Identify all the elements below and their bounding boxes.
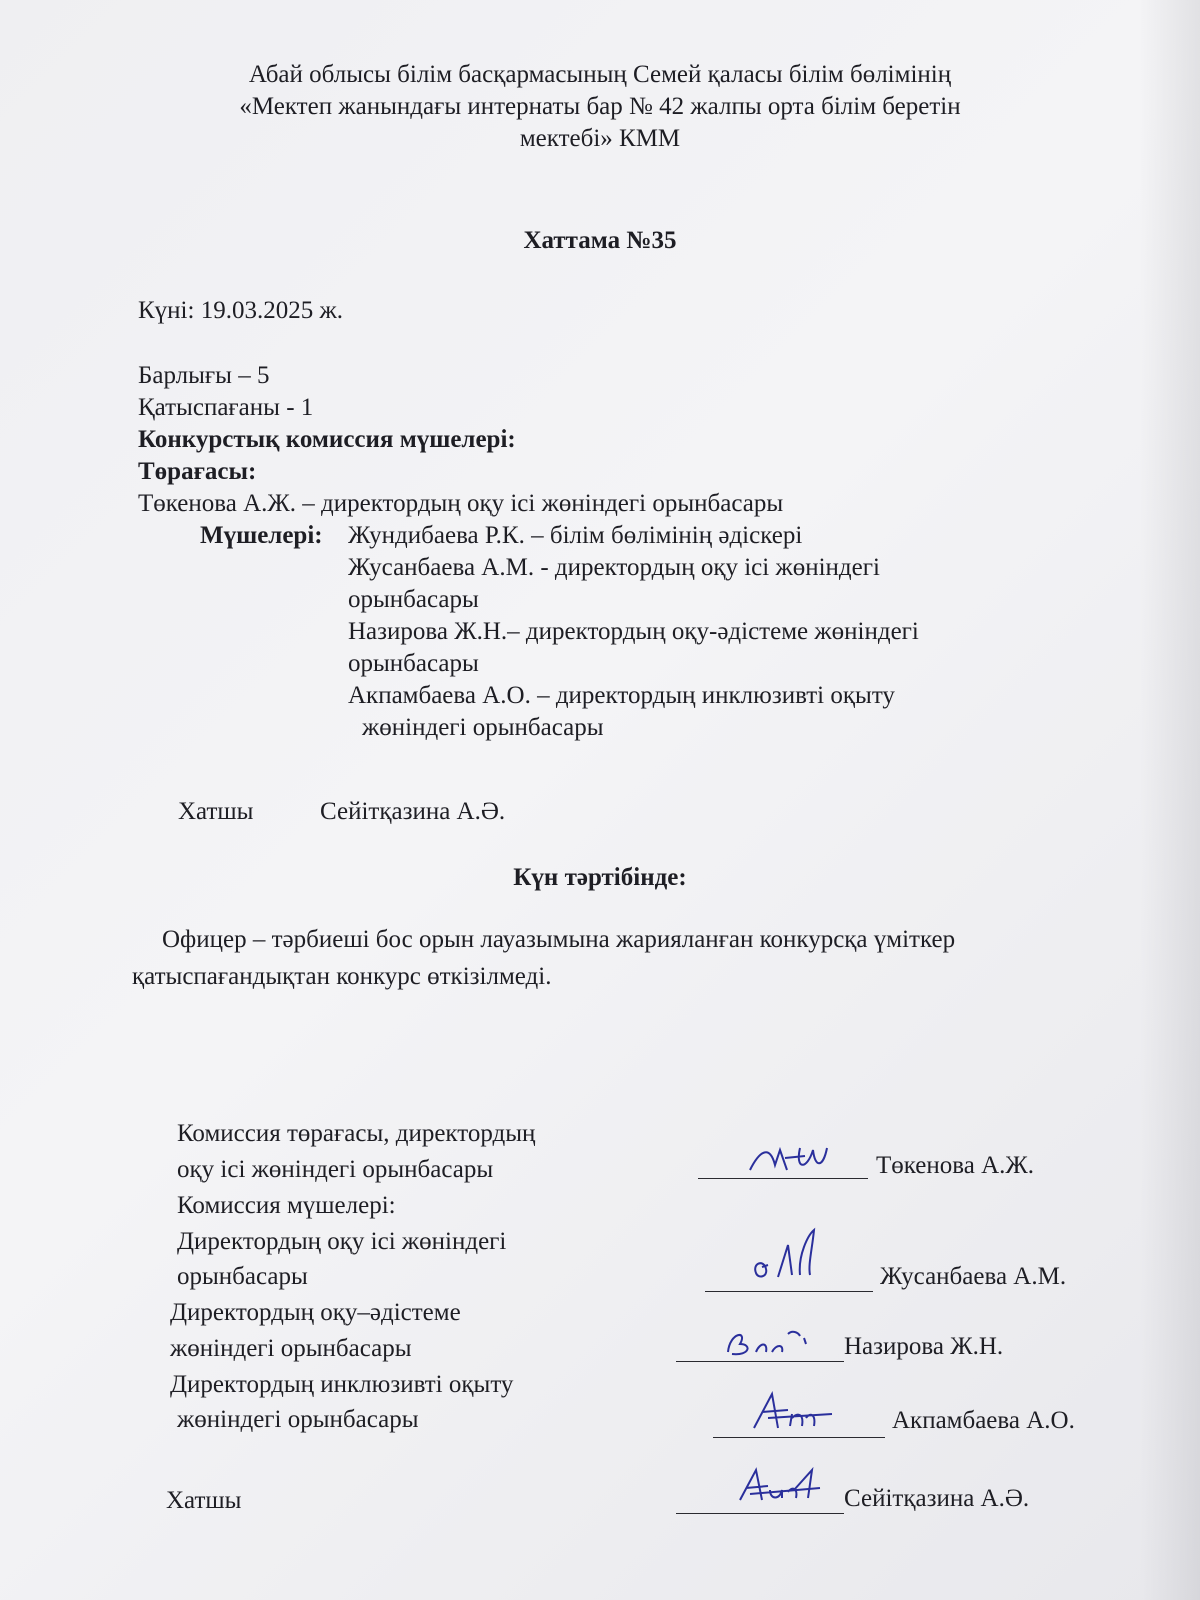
commission-heading: Конкурстық комиссия мүшелері: xyxy=(138,426,516,453)
signature-line xyxy=(676,1513,844,1514)
document-title: Хаттама №35 xyxy=(523,227,677,254)
agenda-text-line-2: қатыспағандықтан конкурс өткізілмеді. xyxy=(132,963,552,990)
signature-line xyxy=(705,1291,873,1292)
secretary-name: Сейітқазина А.Ә. xyxy=(320,798,506,825)
member-line: орынбасары xyxy=(348,586,479,613)
sig-secretary-role: Хатшы xyxy=(166,1487,242,1514)
member-line: Назирова Ж.Н.– директордың оқу-әдістеме жөніндегі xyxy=(348,618,919,645)
header-line-3: мектебі» КММ xyxy=(519,125,681,152)
sig-member-role: жөніндегі орынбасары xyxy=(177,1406,419,1433)
chair-heading: Төрағасы: xyxy=(138,458,257,485)
absent-count: Қатыспағаны - 1 xyxy=(138,394,314,421)
member-line: орынбасары xyxy=(348,650,479,677)
sig-member-role: Директордың оқу ісі жөніндегі xyxy=(177,1228,507,1255)
agenda-text-line-1: Офицер – тәрбиеші бос орын лауазымына жарияланған конкурсқа үміткер xyxy=(162,926,956,953)
sig-member-name: Назирова Ж.Н. xyxy=(844,1333,1004,1360)
sig-chair-role: оқу ісі жөніндегі орынбасары xyxy=(177,1156,494,1183)
sig-members-heading: Комиссия мүшелері: xyxy=(177,1192,396,1219)
member-line: Акпамбаева А.О. – директордың инклюзивті оқыту xyxy=(348,682,895,709)
members-label: Мүшелері: xyxy=(200,522,323,549)
member-line: Жундибаева Р.К. – білім бөлімінің әдіскері xyxy=(348,522,803,549)
sig-member-name: Жусанбаева А.М. xyxy=(880,1263,1067,1290)
sig-member-role: Директордың оқу–әдістеме xyxy=(170,1299,461,1326)
header-line-2: «Мектеп жанындағы интернаты бар № 42 жалпы орта білім беретін xyxy=(239,93,961,120)
sig-member-role: жөніндегі орынбасары xyxy=(170,1335,412,1362)
total-count: Барлығы – 5 xyxy=(138,362,270,389)
sig-member-role: орынбасары xyxy=(177,1263,308,1290)
sig-chair-role: Комиссия төрағасы, директордың xyxy=(177,1120,536,1147)
agenda-heading: Күн тәртібінде: xyxy=(513,864,687,891)
sig-member-role: Директордың инклюзивті оқыту xyxy=(170,1371,514,1398)
meeting-date: Күні: 19.03.2025 ж. xyxy=(138,297,343,324)
sig-member-name: Акпамбаева А.О. xyxy=(892,1407,1075,1434)
sig-secretary-name: Сейітқазина А.Ә. xyxy=(844,1485,1030,1512)
secretary-label: Хатшы xyxy=(178,798,254,825)
sig-chair-name: Төкенова А.Ж. xyxy=(876,1152,1035,1179)
member-line: Жусанбаева А.М. - директордың оқу ісі жөніндегі xyxy=(348,554,880,581)
chair-line: Төкенова А.Ж. – директордың оқу ісі жөніндегі орынбасары xyxy=(138,490,784,517)
member-line: жөніндегі орынбасары xyxy=(362,714,604,741)
header-line-1: Абай облысы білім басқармасының Семей қаласы білім бөлімінің xyxy=(248,61,952,88)
